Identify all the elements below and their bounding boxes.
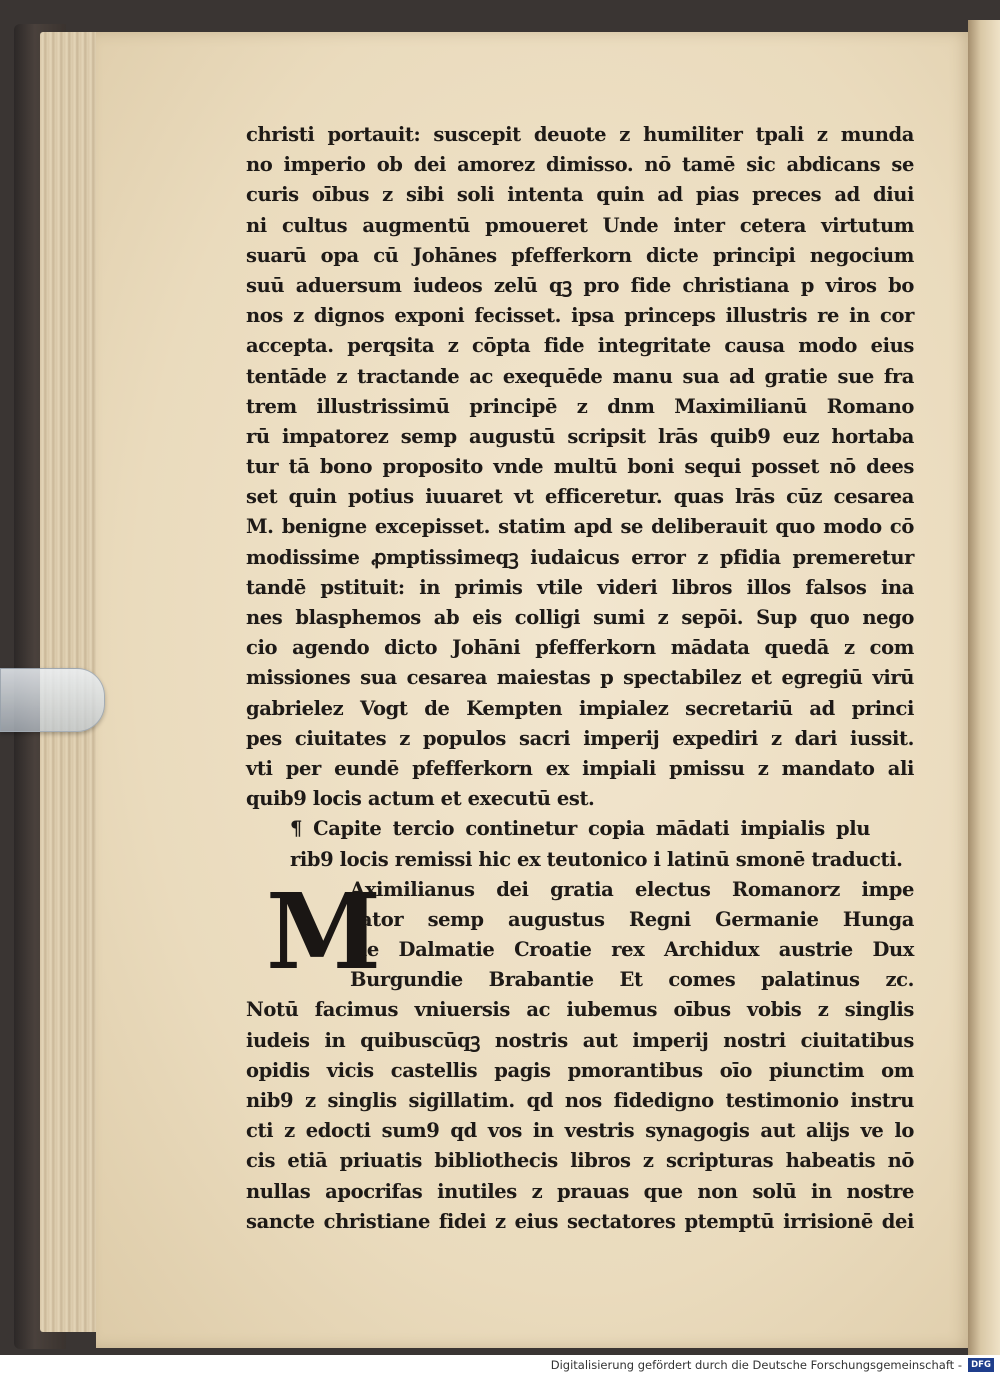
text-line: accepta. perqsita z cōpta fide integritate causa modo eius [246,334,914,358]
text-line: cti z edocti sum9 qd vos in vestris synagogis aut alijs ve lo [246,1119,914,1143]
text-line: gabrielez Vogt de Kempten impialez secretariū ad princi [246,696,914,720]
text-line: Burgundie Brabantie Et comes palatinus zc. [350,968,914,992]
text-line: cio agendo dicto Johāni pfefferkorn mādata quedā z com [246,636,914,660]
text-line: rū impatorez semp augustū scripsit lrās quib9 euz hortaba [246,424,914,448]
text-line: cis etiā priuatis bibliothecis libros z scripturas habeatis nō [246,1149,914,1173]
text-line: rator semp augustus Regni Germanie Hunga [350,907,914,931]
text-line: pes ciuitates z populos sacri imperij expediri z dari iussit. [246,726,914,750]
facing-page-gutter [968,20,1000,1355]
page-clip-holder [0,668,105,732]
heading-line: rib9 locis remissi hic ex teutonico i latinū smonē traducti. [290,847,903,871]
chapter-heading [246,814,914,874]
text-line: sancte christiane fidei z eius sectatores ptemptū irrisionē dei [246,1209,914,1233]
text-line: suarū opa cū Johānes pfefferkorn dicte principi negocium [246,243,914,267]
text-line: Notū facimus vniuersis ac iubemus oībus vobis z singlis [246,998,914,1022]
printed-text-block [246,120,914,1237]
decorated-initial: M [266,869,381,993]
text-line: ni cultus augmentū pmoueret Unde inter cetera virtutum [246,213,914,237]
digitization-credit: Digitalisierung gefördert durch die Deutsche Forschungsgemeinschaft - [550,1358,962,1372]
text-line: trem illustrissimū principē z dnm Maximilianū Romano [246,394,914,418]
decree-paragraph [246,995,914,1237]
text-line: nib9 z singlis sigillatim. qd nos fidedigno testimonio instru [246,1089,914,1112]
decree-opening [246,869,914,996]
text-line: nos z dignos exponi fecisset. ipsa princeps illustris re in cor [246,304,914,328]
heading-line: ¶ Capite tercio continetur copia mādati impialis plu [290,817,870,841]
text-line: iudeis in quibuscūqꝫ nostris aut imperij nostri ciuitatibus [246,1028,914,1052]
body-paragraph [246,120,914,814]
text-line: missiones sua cesarea maiestas p spectabilez et egregiū virū [246,666,914,690]
dfg-logo: DFG [968,1358,994,1372]
text-line: quib9 locis actum et executū est. [246,787,595,811]
text-line: nes blasphemos ab eis colligi sumi z sepōi. Sup quo nego [246,606,914,629]
text-line: tur tā bono proposito vnde multū boni sequi posset nō dees [246,455,914,479]
text-line: Aximilianus dei gratia electus Romanorz impe [350,877,914,901]
text-line: christi portauit: suscepit deuote z humiliter tpali z munda [246,123,914,146]
text-line: vti per eundē pfefferkorn ex impiali pmissu z mandato ali [246,756,914,780]
text-line: opidis vicis castellis pagis pmorantibus oīo piunctim om [246,1058,914,1082]
text-line: suū aduersum iudeos zelū qꝫ pro fide christiana p viros bo [246,273,914,297]
text-line: rie Dalmatie Croatie rex Archidux austrie Dux [350,938,914,962]
text-line: set quin potius iuuaret vt efficeretur. quas lrās cūz cesarea [246,485,914,509]
text-line: curis oībus z sibi soli intenta quin ad pias preces ad diui [246,183,914,207]
text-line: no imperio ob dei amorez dimisso. nō tamē sic abdicans se [246,153,914,177]
text-line: modissime ꝓmptissimeqꝫ iudaicus error z pfidia premeretur [246,545,914,569]
text-line: tandē pstituit: in primis vtile videri libros illos falsos ina [246,575,914,599]
text-line: nullas apocrifas inutiles z prauas que non solū in nostre [246,1179,914,1203]
text-line: tentāde z tractande ac exequēde manu sua ad gratie sue fra [246,364,914,388]
text-line: M. benigne excepisset. statim apd se deliberauit quo modo cō [246,515,914,539]
